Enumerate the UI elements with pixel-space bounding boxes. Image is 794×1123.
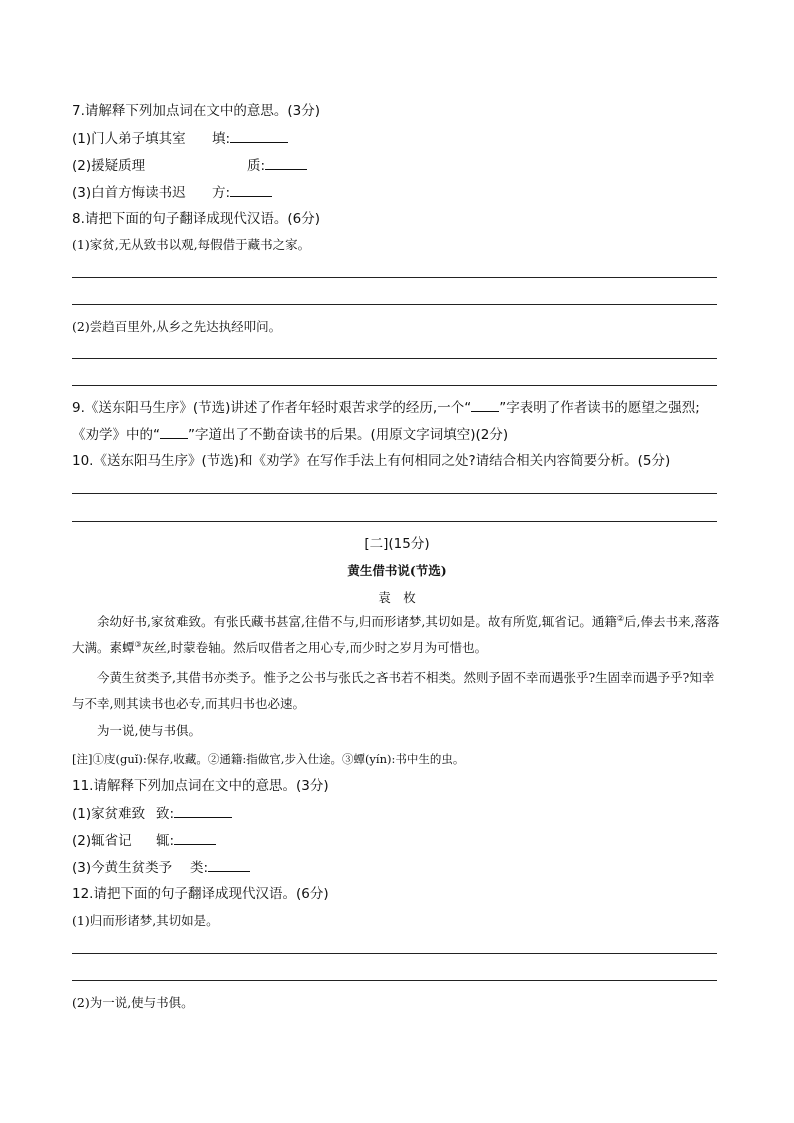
q12-s1-answer-line-1[interactable]	[72, 953, 717, 954]
passage-p1-part-a: 余幼好书,家贫难致。有张氏藏书甚富,往借不与,归而形诸梦,其切如是。故有所览,辄省记。通籍	[97, 614, 617, 629]
passage-paragraph-1	[72, 609, 720, 661]
q9-line-2-text-b: ”字道出了不勤奋读书的后果。(用原文字词填空)(2分)	[188, 427, 509, 443]
q12-s1-answer-line-2[interactable]	[72, 980, 717, 981]
q8-s2-answer-line-2[interactable]	[72, 385, 717, 386]
q12-title: 12.请把下面的句子翻译成现代汉语。(6分)	[72, 886, 329, 902]
footnote-marker-3: ③	[134, 639, 142, 649]
q10-title: 10.《送东阳马生序》(节选)和《劝学》在写作手法上有何相同之处?请结合相关内容简要分析。(5分)	[72, 453, 671, 469]
passage-paragraph-3: 为一说,使与书俱。	[97, 723, 201, 738]
passage-paragraph-2: 今黄生贫类予,其借书亦类予。惟予之公书与张氏之吝书若不相类。然则予固不幸而遇张乎?生固幸而遇予乎?知幸与不幸,则其读书也必专,而其归书也必速。	[72, 670, 715, 711]
q9-blank-1[interactable]	[471, 398, 499, 412]
q9-line-1-text-a: 9.《送东阳马生序》(节选)讲述了作者年轻时艰苦求学的经历,一个“	[72, 400, 472, 416]
footnote-marker-2: ②	[616, 613, 625, 623]
q8-sentence-1: (1)家贫,无从致书以观,每假借于藏书之家。	[72, 237, 311, 252]
passage-title: 黄生借书说(节选)	[347, 563, 447, 578]
q11-item-2	[72, 831, 216, 850]
q11-title: 11.请解释下列加点词在文中的意思。(3分)	[72, 778, 329, 794]
q8-s2-answer-line-1[interactable]	[72, 358, 717, 359]
q8-title: 8.请把下面的句子翻译成现代汉语。(6分)	[72, 211, 321, 227]
q11-item-3-phrase: (3)今黄生贫类予	[72, 860, 173, 876]
q7-item-2-answer-blank[interactable]	[265, 156, 307, 170]
passage-footnotes: [注]①庋(guǐ):保存,收藏。②通籍:指做官,步入仕途。③蟫(yín):书中生的虫。	[72, 752, 465, 766]
q11-item-2-phrase: (2)辄省记	[72, 833, 132, 849]
q7-item-1	[72, 129, 288, 148]
q8-s1-answer-line-2[interactable]	[72, 304, 717, 305]
q11-item-1-answer-blank[interactable]	[174, 804, 232, 818]
q9-blank-2[interactable]	[160, 425, 188, 439]
q10-answer-line-1[interactable]	[72, 493, 717, 494]
passage-author: 袁 枚	[378, 590, 416, 605]
q9-line-2-text-a: 《劝学》中的“	[72, 427, 160, 443]
q7-item-2-word: 质:	[247, 158, 266, 174]
q11-item-1-phrase: (1)家贫难致	[72, 806, 146, 822]
passage-p1-part-c: 灰丝,时蒙卷轴。然后叹借者之用心专,而少时之岁月为可惜也。	[141, 640, 488, 655]
q12-sentence-1: (1)归而形诸梦,其切如是。	[72, 913, 219, 928]
section-2-heading: [二](15分)	[364, 536, 430, 552]
q11-item-3	[72, 858, 250, 877]
q11-item-3-word: 类:	[190, 860, 209, 876]
q11-item-1	[72, 804, 232, 823]
q12-sentence-2: (2)为一说,使与书俱。	[72, 995, 194, 1010]
q7-item-3	[72, 183, 272, 202]
q9-line-1	[72, 398, 700, 417]
q11-item-2-answer-blank[interactable]	[174, 831, 216, 845]
q7-item-1-answer-blank[interactable]	[230, 129, 288, 143]
q11-item-2-word: 辄:	[156, 833, 175, 849]
passage-p1-part-b: 后,俸去书来,落落大满。素蟫	[72, 614, 720, 655]
q9-line-2	[72, 425, 508, 444]
q7-title: 7.请解释下列加点词在文中的意思。(3分)	[72, 103, 321, 119]
q7-item-3-answer-blank[interactable]	[230, 183, 272, 197]
q7-item-1-phrase: (1)门人弟子填其室	[72, 131, 186, 147]
q7-item-2	[72, 156, 307, 175]
q7-item-3-word: 方:	[212, 185, 231, 201]
q11-item-1-word: 致:	[156, 806, 175, 822]
q9-line-1-text-b: ”字表明了作者读书的愿望之强烈;	[499, 400, 700, 416]
q8-s1-answer-line-1[interactable]	[72, 277, 717, 278]
q7-item-3-phrase: (3)白首方悔读书迟	[72, 185, 186, 201]
q7-item-1-word: 填:	[212, 131, 231, 147]
q7-item-2-phrase: (2)援疑质理	[72, 158, 146, 174]
q11-item-3-answer-blank[interactable]	[208, 858, 250, 872]
q10-answer-line-2[interactable]	[72, 521, 717, 522]
q8-sentence-2: (2)尝趋百里外,从乡之先达执经叩问。	[72, 319, 282, 334]
